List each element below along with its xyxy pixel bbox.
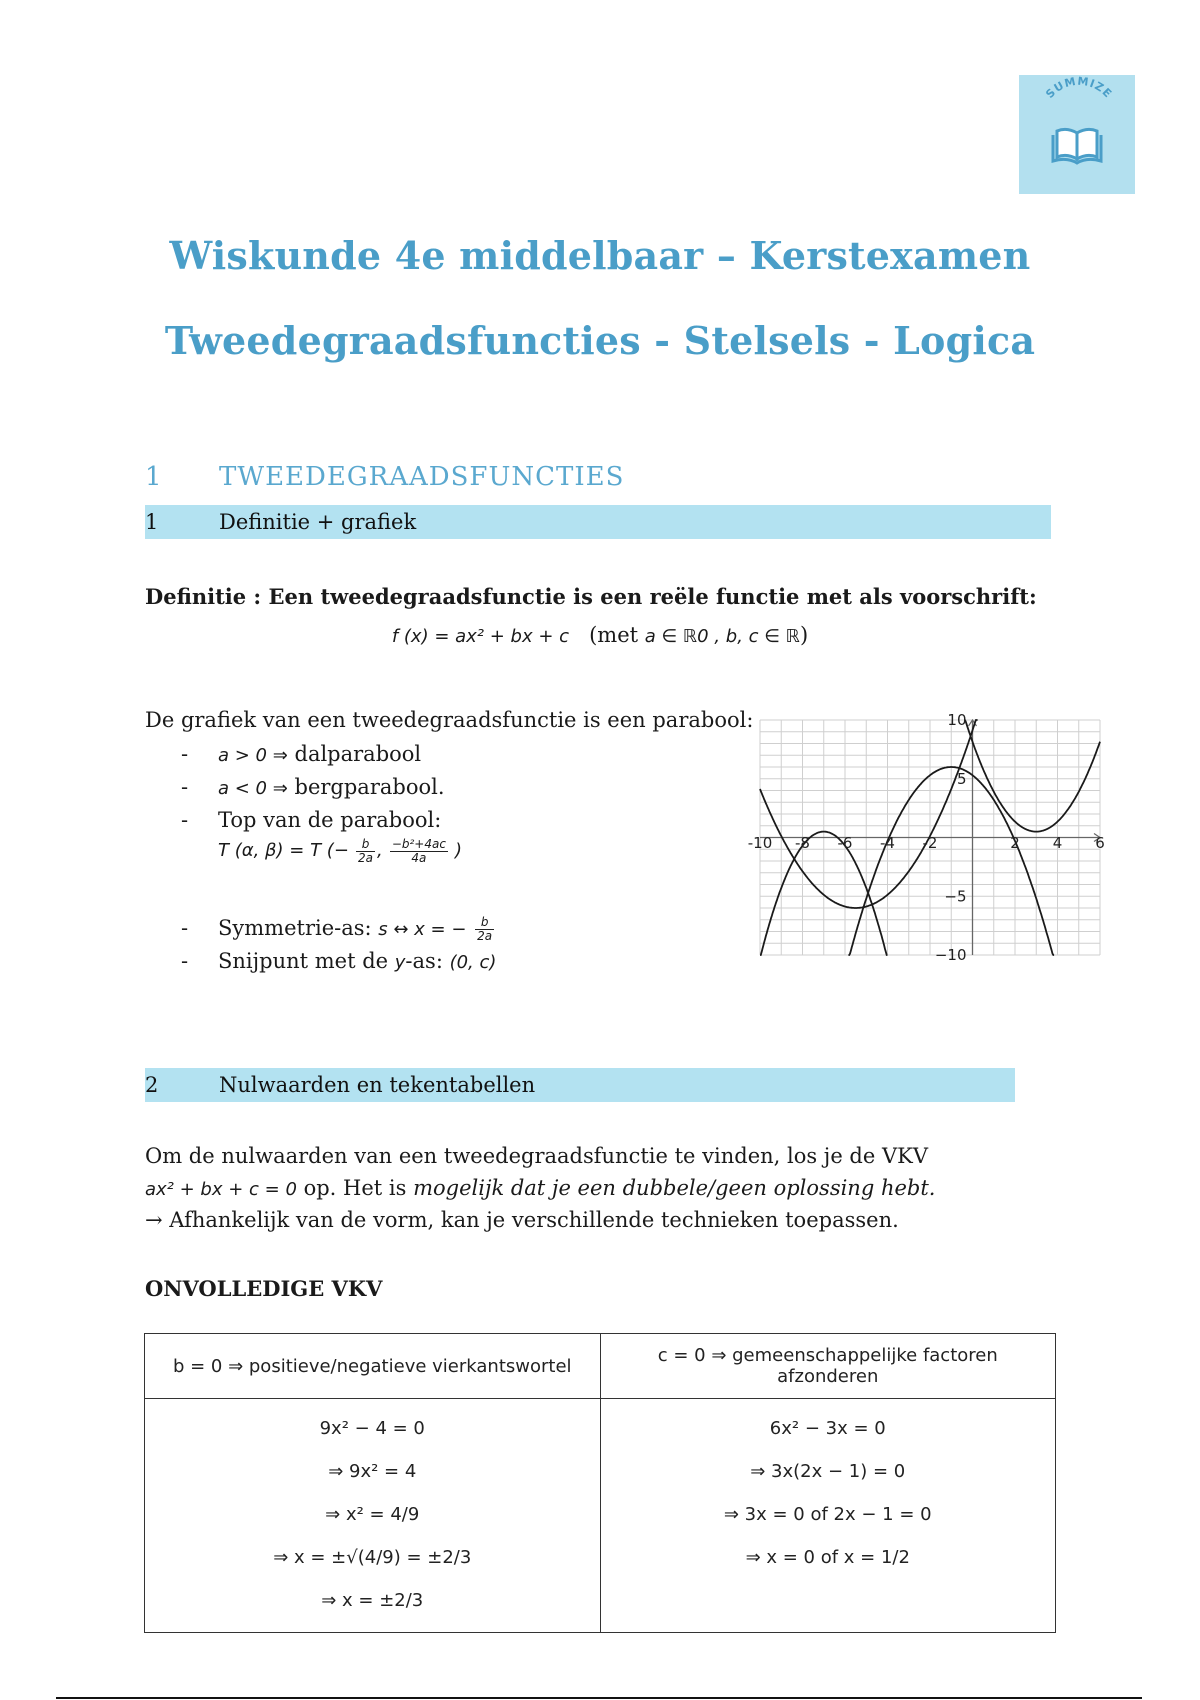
bullet-text: Top van de parabool: xyxy=(218,808,442,832)
top-close: ) xyxy=(455,840,463,861)
section-2-header xyxy=(145,1068,1015,1102)
symmetry-fraction xyxy=(475,916,494,943)
bullet-text: Symmetrie-as: xyxy=(218,916,372,940)
formula-condition-close: ) xyxy=(799,623,809,647)
y-tick-label: 5 xyxy=(956,769,967,788)
x-tick-label: -6 xyxy=(837,834,853,852)
calc-line: ⇒ x = ±√(4/9) = ±2/3 xyxy=(273,1547,472,1568)
calc-line: ⇒ 9x² = 4 xyxy=(328,1461,417,1482)
calc-line: ⇒ 3x = 0 of 2x − 1 = 0 xyxy=(723,1504,932,1525)
calc-line: ⇒ x = ±2/3 xyxy=(321,1590,424,1611)
section-1-header xyxy=(145,505,1051,539)
fraction-denominator: 4a xyxy=(411,851,427,865)
fraction-numerator: b xyxy=(475,916,494,930)
list-item xyxy=(145,804,745,837)
paragraph-text: op. Het is xyxy=(303,1176,407,1200)
fraction-denominator: 2a xyxy=(477,929,493,943)
section-1-title: Definitie + grafiek xyxy=(219,510,417,534)
table-cell-b0 xyxy=(145,1399,601,1633)
section-2-paragraph-1: Om de nulwaarden van een tweedegraadsfunctie te vinden, los je de VKV xyxy=(145,1144,928,1168)
definition-text: Definitie : Een tweedegraadsfunctie is een reële functie met als voorschrift: xyxy=(145,584,1037,609)
calc-line: ⇒ x = 0 of x = 1/2 xyxy=(745,1547,910,1568)
open-book-icon xyxy=(1019,75,1135,194)
x-tick-label: -10 xyxy=(747,834,773,852)
top-fraction-1 xyxy=(356,838,375,865)
fraction-numerator: −b²+4ac xyxy=(391,837,446,851)
y-tick-label: −5 xyxy=(944,887,967,906)
bullet-text: Snijpunt met de xyxy=(218,949,389,973)
table-cell-c0 xyxy=(600,1399,1056,1633)
footer-divider xyxy=(56,1697,1142,1699)
parabola-properties-2 xyxy=(145,912,745,978)
calc-line: ⇒ x² = 4/9 xyxy=(325,1504,420,1525)
calc-line: ⇒ 3x(2x − 1) = 0 xyxy=(750,1461,906,1482)
table-header-row xyxy=(145,1334,1056,1399)
list-item xyxy=(145,945,745,978)
x-tick-label: -8 xyxy=(795,834,810,852)
x-tick-label: -2 xyxy=(922,834,938,852)
bullet-math: (0, c) xyxy=(449,952,497,973)
formula-condition: a ∈ ℝ0 , b, c ∈ ℝ xyxy=(644,626,800,647)
table-header-c0: c = 0 ⇒ gemeenschappelijke factoren afzonderen xyxy=(600,1334,1056,1399)
section-2-number: 2 xyxy=(145,1073,159,1097)
definition-formula xyxy=(0,623,1200,647)
svg-text:SUMMIZE xyxy=(1043,75,1114,101)
list-item xyxy=(145,738,745,771)
chapter-title: TWEEDEGRAADSFUNCTIES xyxy=(219,462,625,492)
section-2-paragraph-2 xyxy=(145,1176,935,1200)
table-header-b0: b = 0 ⇒ positieve/negatieve vierkantswortel xyxy=(145,1334,601,1399)
vkv-table xyxy=(144,1333,1056,1633)
section-2-paragraph-3: → Afhankelijk van de vorm, kan je verschillende technieken toepassen. xyxy=(145,1208,899,1232)
summize-logo xyxy=(1019,75,1135,194)
list-item xyxy=(145,912,745,945)
top-fraction-2 xyxy=(390,838,448,865)
document-subtitle: Tweedegraadsfuncties - Stelsels - Logica xyxy=(164,318,1036,363)
list-item xyxy=(145,771,745,804)
formula-condition-open: (met xyxy=(589,623,639,647)
bullet-text: bergparabool. xyxy=(294,775,445,799)
top-formula: T (α, β) = T (− $\frac{b}{2a}$ , $\frac{\text{−b²+4ac}}{4a}$ ) xyxy=(218,837,463,865)
chapter-number: 1 xyxy=(145,462,163,492)
parabola-curve xyxy=(964,720,1100,832)
bullet-text: dalparabool xyxy=(294,742,422,766)
paragraph-italic: mogelijk dat je een dubbele/geen oplossing hebt. xyxy=(413,1176,936,1200)
section-2-title: Nulwaarden en tekentabellen xyxy=(219,1073,536,1097)
section-1-number: 1 xyxy=(145,510,159,534)
logo-text: SUMMIZE xyxy=(1043,75,1115,101)
calc-line: 9x² − 4 = 0 xyxy=(319,1418,425,1439)
bullet-math: s ↔ x = − xyxy=(378,919,467,940)
y-tick-label: −10 xyxy=(934,946,967,964)
parabola-properties xyxy=(145,738,745,837)
subheading-onvolledige-vkv: ONVOLLEDIGE VKV xyxy=(145,1276,383,1301)
y-tick-label: 10 xyxy=(947,711,967,729)
x-tick-label: 2 xyxy=(1010,834,1020,852)
parabola-chart xyxy=(745,710,1115,970)
equation: ax² + bx + c = 0 xyxy=(145,1179,297,1200)
bullet-math: a < 0 ⇒ xyxy=(218,778,288,799)
table-row xyxy=(145,1399,1056,1633)
bullet-math: a > 0 ⇒ xyxy=(218,745,288,766)
x-tick-label: 6 xyxy=(1095,834,1105,852)
document-title: Wiskunde 4e middelbaar – Kerstexamen xyxy=(169,233,1031,278)
fraction-numerator: b xyxy=(356,838,375,852)
formula-expression: f (x) = ax² + bx + c xyxy=(391,626,570,647)
top-lhs: T (α, β) = T (− xyxy=(218,840,349,861)
chapter-heading xyxy=(145,462,624,492)
calc-line: 6x² − 3x = 0 xyxy=(769,1418,886,1439)
bullet-text: -as: xyxy=(405,949,443,973)
fraction-denominator: 2a xyxy=(358,851,373,865)
x-tick-label: -4 xyxy=(880,834,895,852)
bullet-math: y xyxy=(394,952,406,973)
graph-intro: De grafiek van een tweedegraadsfunctie is een parabool: xyxy=(145,708,754,732)
x-tick-label: 4 xyxy=(1052,834,1063,852)
